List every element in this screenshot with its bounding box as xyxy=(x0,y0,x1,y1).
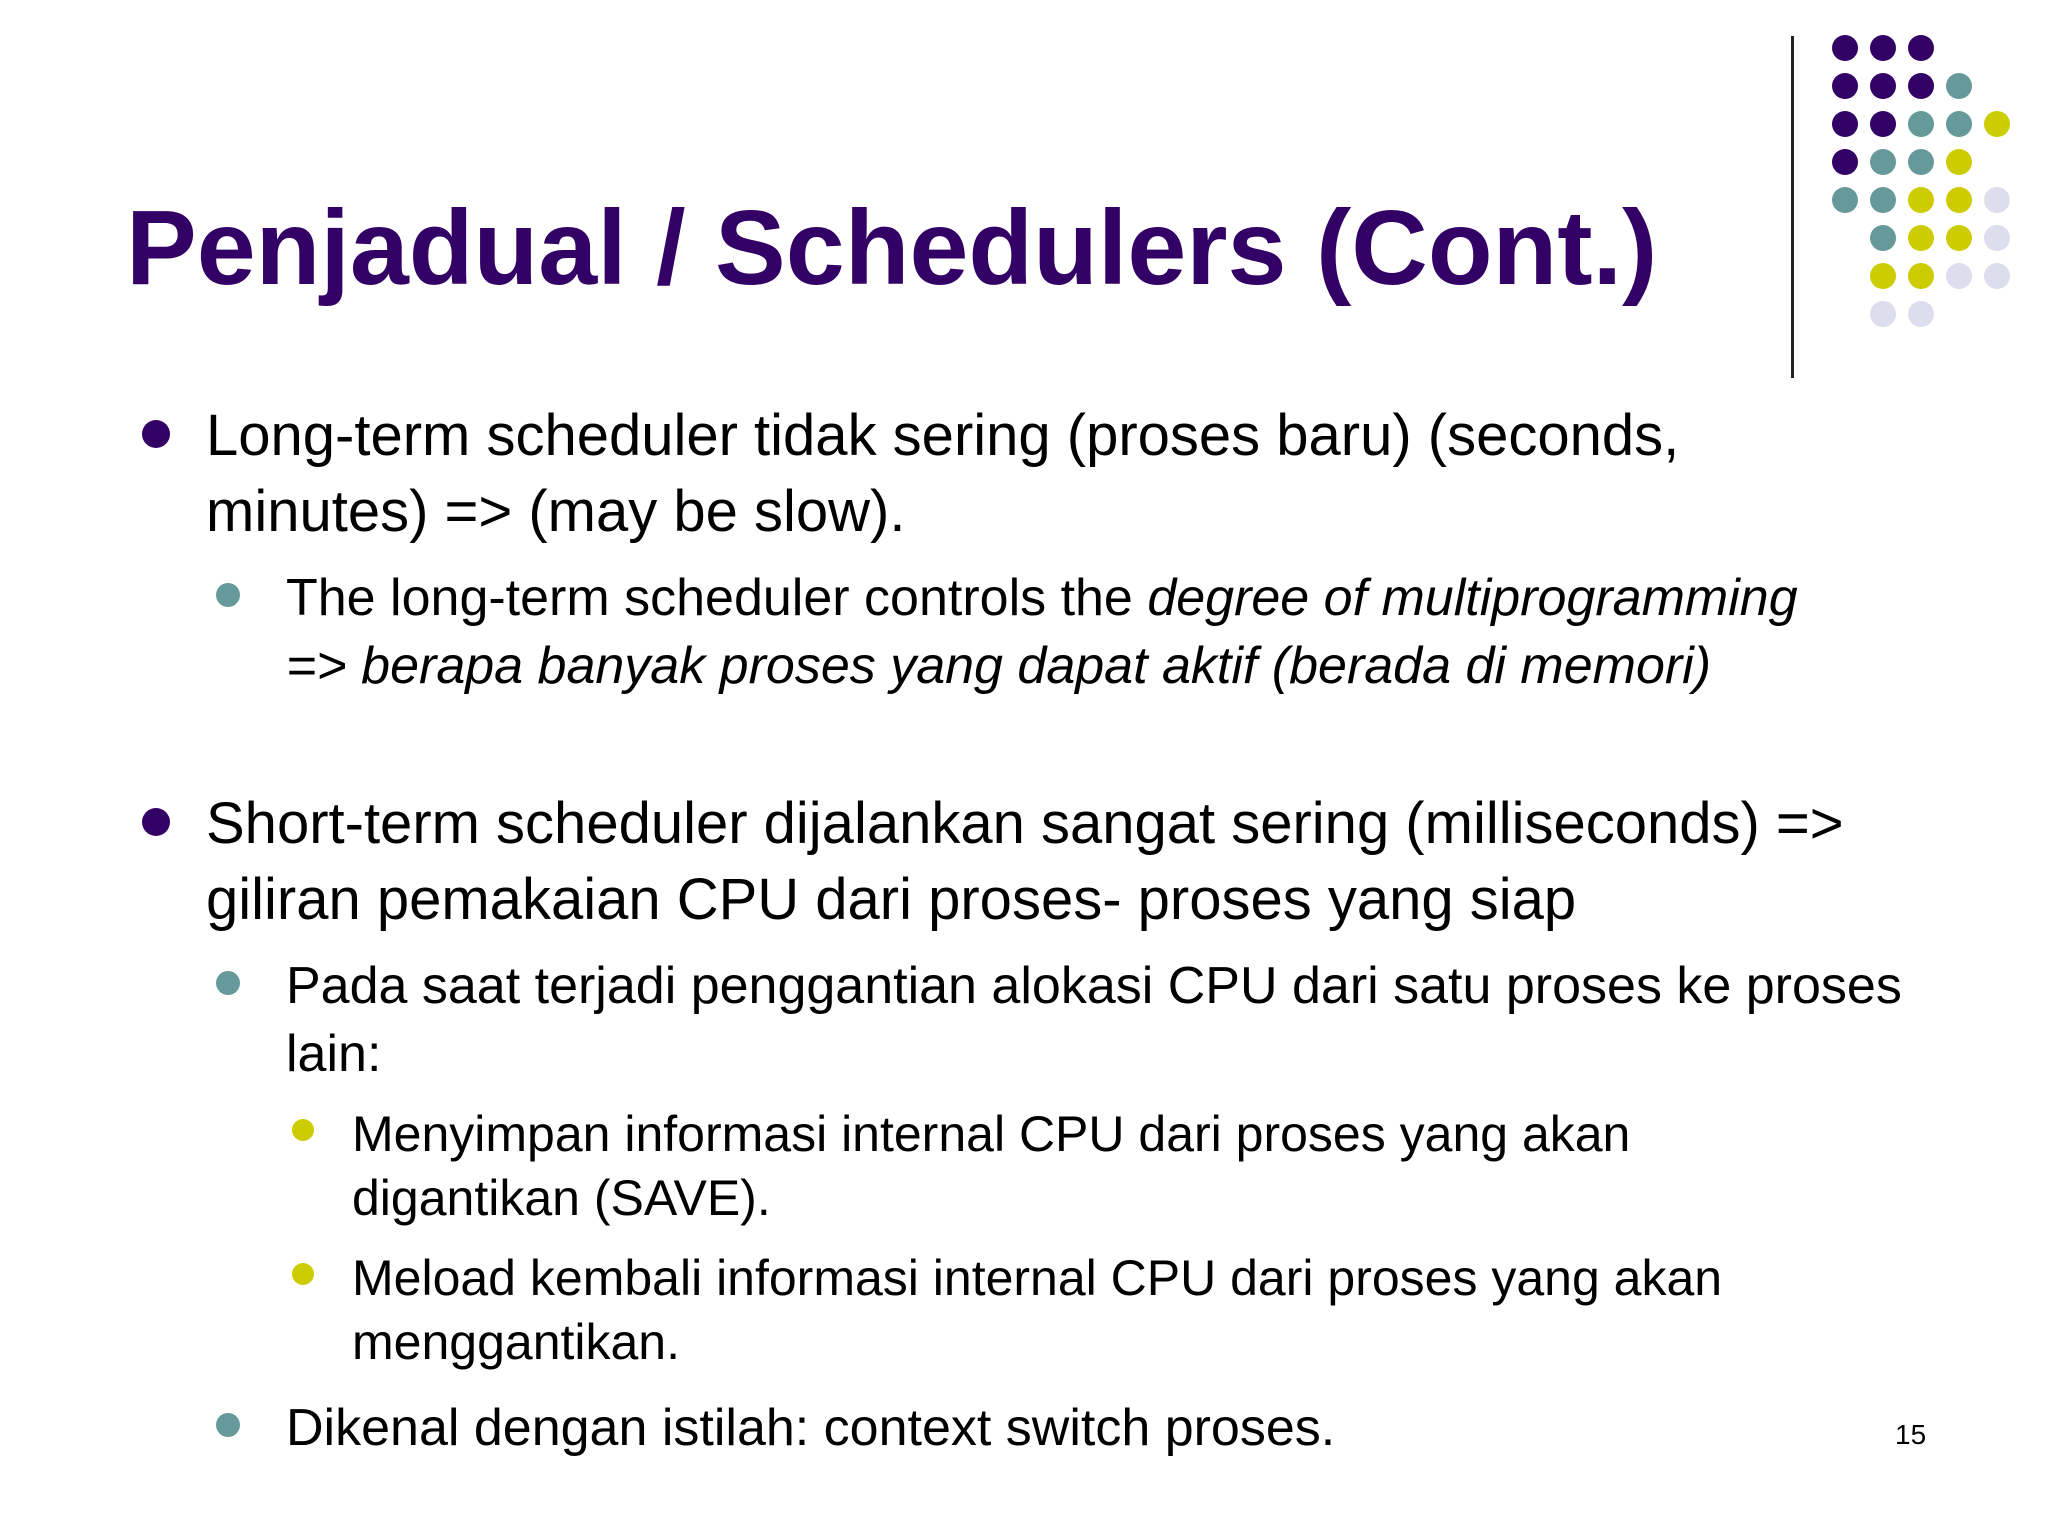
bullet-level1-icon xyxy=(142,808,170,836)
slide-title: Penjadual / Schedulers (Cont.) xyxy=(126,189,1658,307)
bullet-item-long-term xyxy=(206,398,1846,550)
bullet-text: Meload kembali informasi internal CPU dari proses yang akan menggantikan. xyxy=(352,1250,1723,1370)
bullet-text xyxy=(286,564,1846,700)
bullet-item-short-term xyxy=(206,786,1926,938)
sub-item-cpu-allocation-change xyxy=(286,952,1926,1088)
page-number: 15 xyxy=(1895,1419,1927,1450)
bullet-level1-icon xyxy=(142,420,170,448)
sub-sub-item-reload xyxy=(352,1246,1892,1374)
sub-sub-item-save xyxy=(352,1102,1832,1230)
bullet-level2-icon xyxy=(216,583,240,607)
bullet-text-plain: The long-term scheduler controls the xyxy=(286,569,1148,627)
bullet-text: Long-term scheduler tidak sering (proses baru) (seconds, minutes) => (may be slow). xyxy=(206,403,1680,544)
bullet-text: Dikenal dengan istilah: context switch proses. xyxy=(286,1399,1336,1457)
bullet-text: Short-term scheduler dijalankan sangat sering (milliseconds) => giliran pemakaian CPU dari proses- proses yang siap xyxy=(206,791,1844,932)
bullet-text: Pada saat terjadi penggantian alokasi CPU dari satu proses ke proses lain: xyxy=(286,957,1902,1083)
bullet-level3-icon xyxy=(292,1119,314,1141)
sub-item-degree-of-multiprogramming xyxy=(286,564,1846,700)
bullet-level2-icon xyxy=(216,1413,240,1437)
sub-item-context-switch xyxy=(286,1394,1846,1462)
bullet-level3-icon xyxy=(292,1263,314,1285)
bullet-level2-icon xyxy=(216,971,240,995)
bullet-text: Menyimpan informasi internal CPU dari proses yang akan digantikan (SAVE). xyxy=(352,1106,1631,1226)
bullet-text-italic: degree of multiprogramming => berapa banyak proses yang dapat aktif (berada di memori) xyxy=(286,569,1798,695)
